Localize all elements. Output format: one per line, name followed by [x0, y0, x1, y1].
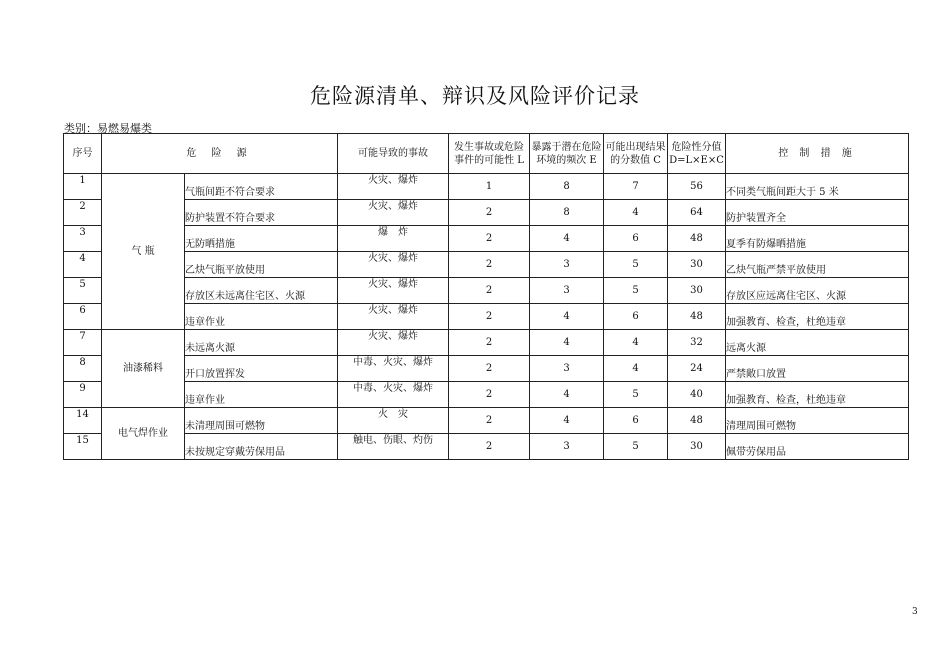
cell-c: 4	[604, 356, 668, 382]
cell-hazard: 违章作业	[185, 382, 338, 408]
cell-seq: 15	[64, 434, 102, 460]
cell-control: 不同类气瓶间距大于 5 米	[726, 174, 909, 200]
cell-c: 7	[604, 174, 668, 200]
cell-seq: 9	[64, 382, 102, 408]
cell-l: 2	[449, 356, 530, 382]
cell-accident: 中毒、火灾、爆炸	[338, 356, 449, 382]
table-row	[64, 408, 909, 434]
cell-hazard: 违章作业	[185, 304, 338, 330]
cell-l: 2	[449, 434, 530, 460]
cell-d: 64	[668, 200, 726, 226]
cell-c: 5	[604, 382, 668, 408]
header-likelihood-line2: 事件的可能性 L	[454, 154, 524, 166]
cell-hazard: 无防晒措施	[185, 226, 338, 252]
cell-l: 2	[449, 278, 530, 304]
cell-accident: 火灾、爆炸	[338, 174, 449, 200]
header-consequence-line2: 的分数值 C	[610, 154, 661, 166]
cell-accident: 触电、伤眼、灼伤	[338, 434, 449, 460]
cell-accident: 火 灾	[338, 408, 449, 434]
cell-control: 存放区应远离住宅区、火源	[726, 278, 909, 304]
cell-hazard: 未远离火源	[185, 330, 338, 356]
cell-c: 4	[604, 200, 668, 226]
hazard-table	[63, 133, 909, 460]
cell-e: 3	[530, 278, 604, 304]
cell-seq: 1	[64, 174, 102, 200]
cell-control: 佩带劳保用品	[726, 434, 909, 460]
cell-e: 3	[530, 252, 604, 278]
cell-control: 清理周围可燃物	[726, 408, 909, 434]
header-exposure-line1: 暴露于潜在危险	[531, 141, 602, 153]
cell-d: 48	[668, 408, 726, 434]
group-welding: 电气焊作业	[102, 408, 185, 460]
cell-e: 4	[530, 408, 604, 434]
cell-c: 6	[604, 304, 668, 330]
header-likelihood	[449, 134, 530, 174]
header-likelihood-line1: 发生事故或危险	[454, 141, 524, 153]
cell-hazard: 防护装置不符合要求	[185, 200, 338, 226]
cell-seq: 8	[64, 356, 102, 382]
cell-seq: 5	[64, 278, 102, 304]
cell-control: 严禁敞口放置	[726, 356, 909, 382]
cell-seq: 3	[64, 226, 102, 252]
header-accident: 可能导致的事故	[338, 134, 449, 174]
table-row	[64, 330, 909, 356]
table-row	[64, 434, 909, 460]
cell-d: 48	[668, 304, 726, 330]
cell-e: 3	[530, 434, 604, 460]
cell-l: 1	[449, 174, 530, 200]
cell-d: 30	[668, 252, 726, 278]
cell-hazard: 气瓶间距不符合要求	[185, 174, 338, 200]
cell-accident: 爆 炸	[338, 226, 449, 252]
header-row	[64, 134, 909, 174]
cell-accident: 火灾、爆炸	[338, 200, 449, 226]
cell-d: 32	[668, 330, 726, 356]
cell-c: 6	[604, 226, 668, 252]
cell-e: 8	[530, 200, 604, 226]
header-danger-score-line1: 危险性分值	[671, 141, 722, 153]
cell-control: 远离火源	[726, 330, 909, 356]
cell-l: 2	[449, 252, 530, 278]
cell-c: 5	[604, 252, 668, 278]
cell-l: 2	[449, 382, 530, 408]
cell-seq: 2	[64, 200, 102, 226]
cell-d: 56	[668, 174, 726, 200]
cell-accident: 火灾、爆炸	[338, 330, 449, 356]
cell-accident: 火灾、爆炸	[338, 278, 449, 304]
cell-control: 乙炔气瓶严禁平放使用	[726, 252, 909, 278]
cell-d: 24	[668, 356, 726, 382]
cell-d: 40	[668, 382, 726, 408]
header-seq: 序号	[64, 134, 102, 174]
header-control: 控 制 措 施	[726, 134, 909, 174]
cell-control: 加强教育、检查，杜绝违章	[726, 382, 909, 408]
cell-d: 48	[668, 226, 726, 252]
cell-c: 4	[604, 330, 668, 356]
table-row	[64, 174, 909, 200]
cell-e: 3	[530, 356, 604, 382]
cell-accident: 火灾、爆炸	[338, 304, 449, 330]
table-row	[64, 252, 909, 278]
header-source: 危 险 源	[102, 134, 338, 174]
table-row	[64, 226, 909, 252]
cell-c: 5	[604, 434, 668, 460]
cell-d: 30	[668, 434, 726, 460]
cell-accident: 中毒、火灾、爆炸	[338, 382, 449, 408]
cell-accident: 火灾、爆炸	[338, 252, 449, 278]
cell-l: 2	[449, 200, 530, 226]
cell-e: 4	[530, 304, 604, 330]
cell-seq: 6	[64, 304, 102, 330]
cell-hazard: 开口放置挥发	[185, 356, 338, 382]
table-row	[64, 382, 909, 408]
table-row	[64, 278, 909, 304]
page-title: 危险源清单、辩识及风险评价记录	[310, 84, 640, 108]
category-label: 类别：易燃易爆类	[64, 122, 152, 135]
cell-e: 4	[530, 382, 604, 408]
cell-hazard: 未按规定穿戴劳保用品	[185, 434, 338, 460]
cell-control: 防护装置齐全	[726, 200, 909, 226]
cell-hazard: 乙炔气瓶平放使用	[185, 252, 338, 278]
table-row	[64, 356, 909, 382]
cell-e: 4	[530, 330, 604, 356]
cell-control: 夏季有防爆晒措施	[726, 226, 909, 252]
cell-seq: 4	[64, 252, 102, 278]
cell-hazard: 未清理周围可燃物	[185, 408, 338, 434]
table-row	[64, 304, 909, 330]
cell-d: 30	[668, 278, 726, 304]
cell-control: 加强教育、检查，杜绝违章	[726, 304, 909, 330]
header-danger-score	[668, 134, 726, 174]
page-number: 3	[912, 607, 918, 617]
cell-c: 5	[604, 278, 668, 304]
cell-l: 2	[449, 330, 530, 356]
cell-hazard: 存放区未远离住宅区、火源	[185, 278, 338, 304]
cell-l: 2	[449, 408, 530, 434]
group-paint-thinner: 油漆稀料	[102, 330, 185, 408]
group-gas-cylinder: 气 瓶	[102, 174, 185, 330]
cell-seq: 14	[64, 408, 102, 434]
header-exposure-line2: 环境的频次 E	[536, 154, 597, 166]
header-consequence-line1: 可能出现结果	[605, 141, 666, 153]
cell-seq: 7	[64, 330, 102, 356]
cell-l: 2	[449, 304, 530, 330]
table-row	[64, 200, 909, 226]
cell-c: 6	[604, 408, 668, 434]
header-exposure	[530, 134, 604, 174]
header-danger-score-line2: D=L×E×C	[669, 154, 724, 166]
header-consequence	[604, 134, 668, 174]
cell-e: 4	[530, 226, 604, 252]
cell-l: 2	[449, 226, 530, 252]
cell-e: 8	[530, 174, 604, 200]
